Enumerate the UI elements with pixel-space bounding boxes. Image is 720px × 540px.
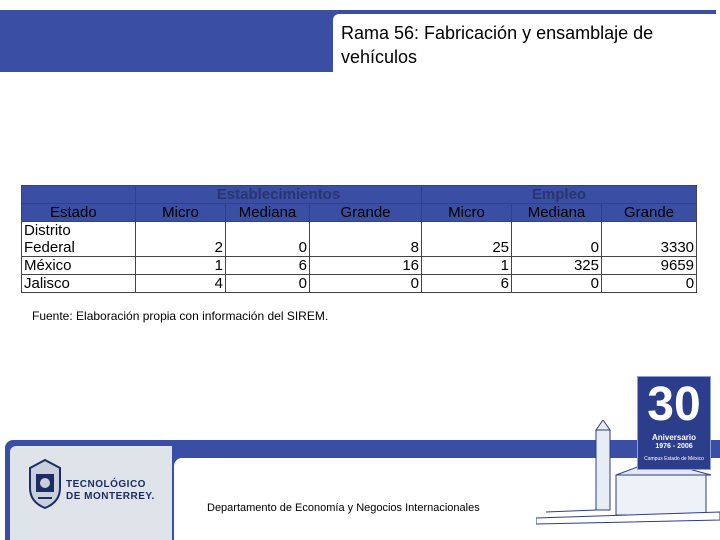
table-cell: 0 [512, 275, 602, 293]
table-cell: 0 [226, 222, 310, 257]
data-table-container [21, 185, 696, 293]
table-cell: 4 [136, 275, 226, 293]
anniversary-label: Aniversario [651, 433, 697, 442]
logo-text [66, 479, 155, 503]
row-estado-cell [22, 222, 136, 257]
table-cell: 1 [422, 257, 512, 275]
row-estado: Jalisco [22, 275, 136, 293]
logo-text-line2: DE MONTERREY. [66, 491, 155, 502]
group-header-empleo: Empleo [422, 186, 697, 204]
department-text: Departamento de Economía y Negocios Internacionales [207, 502, 480, 514]
table-cell: 0 [602, 275, 697, 293]
table-cell: 25 [422, 222, 512, 257]
tec-monterrey-emblem-icon [26, 458, 64, 510]
table-cell: 6 [226, 257, 310, 275]
column-header-micro-emp: Micro [422, 204, 512, 222]
data-table [21, 185, 697, 293]
column-header-estado: Estado [22, 204, 136, 222]
column-header-micro-est: Micro [136, 204, 226, 222]
table-cell: 16 [310, 257, 422, 275]
page-title: Rama 56: Fabricación y ensamblaje de vehículos [341, 23, 654, 67]
table-row [22, 222, 697, 257]
column-header-mediana-emp: Mediana [512, 204, 602, 222]
column-header-mediana-est: Mediana [226, 204, 310, 222]
row-estado-line2: Federal [24, 239, 75, 256]
anniversary-campus: Campus Estado de México [644, 456, 704, 462]
group-header-establecimientos: Establecimientos [136, 186, 422, 204]
logo-text-line1: TECNOLÓGICO [66, 479, 146, 490]
row-estado-line1: Distrito [24, 222, 71, 239]
anniversary-badge [637, 376, 711, 470]
table-group-header-row [22, 186, 697, 204]
table-cell: 0 [310, 275, 422, 293]
table-cell: 0 [226, 275, 310, 293]
table-cell: 2 [136, 222, 226, 257]
table-cell: 8 [310, 222, 422, 257]
table-row [22, 275, 697, 293]
table-column-header-row [22, 204, 697, 222]
table-cell: 0 [512, 222, 602, 257]
source-note: Fuente: Elaboración propia con información del SIREM. [32, 309, 329, 323]
table-row [22, 257, 697, 275]
anniversary-years: 1976 - 2006 [655, 443, 693, 450]
row-estado: México [22, 257, 136, 275]
table-group-header-blank [22, 186, 136, 204]
column-header-grande-emp: Grande [602, 204, 697, 222]
table-cell: 325 [512, 257, 602, 275]
table-cell: 3330 [602, 222, 697, 257]
column-header-grande-est: Grande [310, 204, 422, 222]
table-cell: 9659 [602, 257, 697, 275]
table-cell: 1 [136, 257, 226, 275]
table-cell: 6 [422, 275, 512, 293]
anniversary-number: 30 [647, 378, 701, 431]
